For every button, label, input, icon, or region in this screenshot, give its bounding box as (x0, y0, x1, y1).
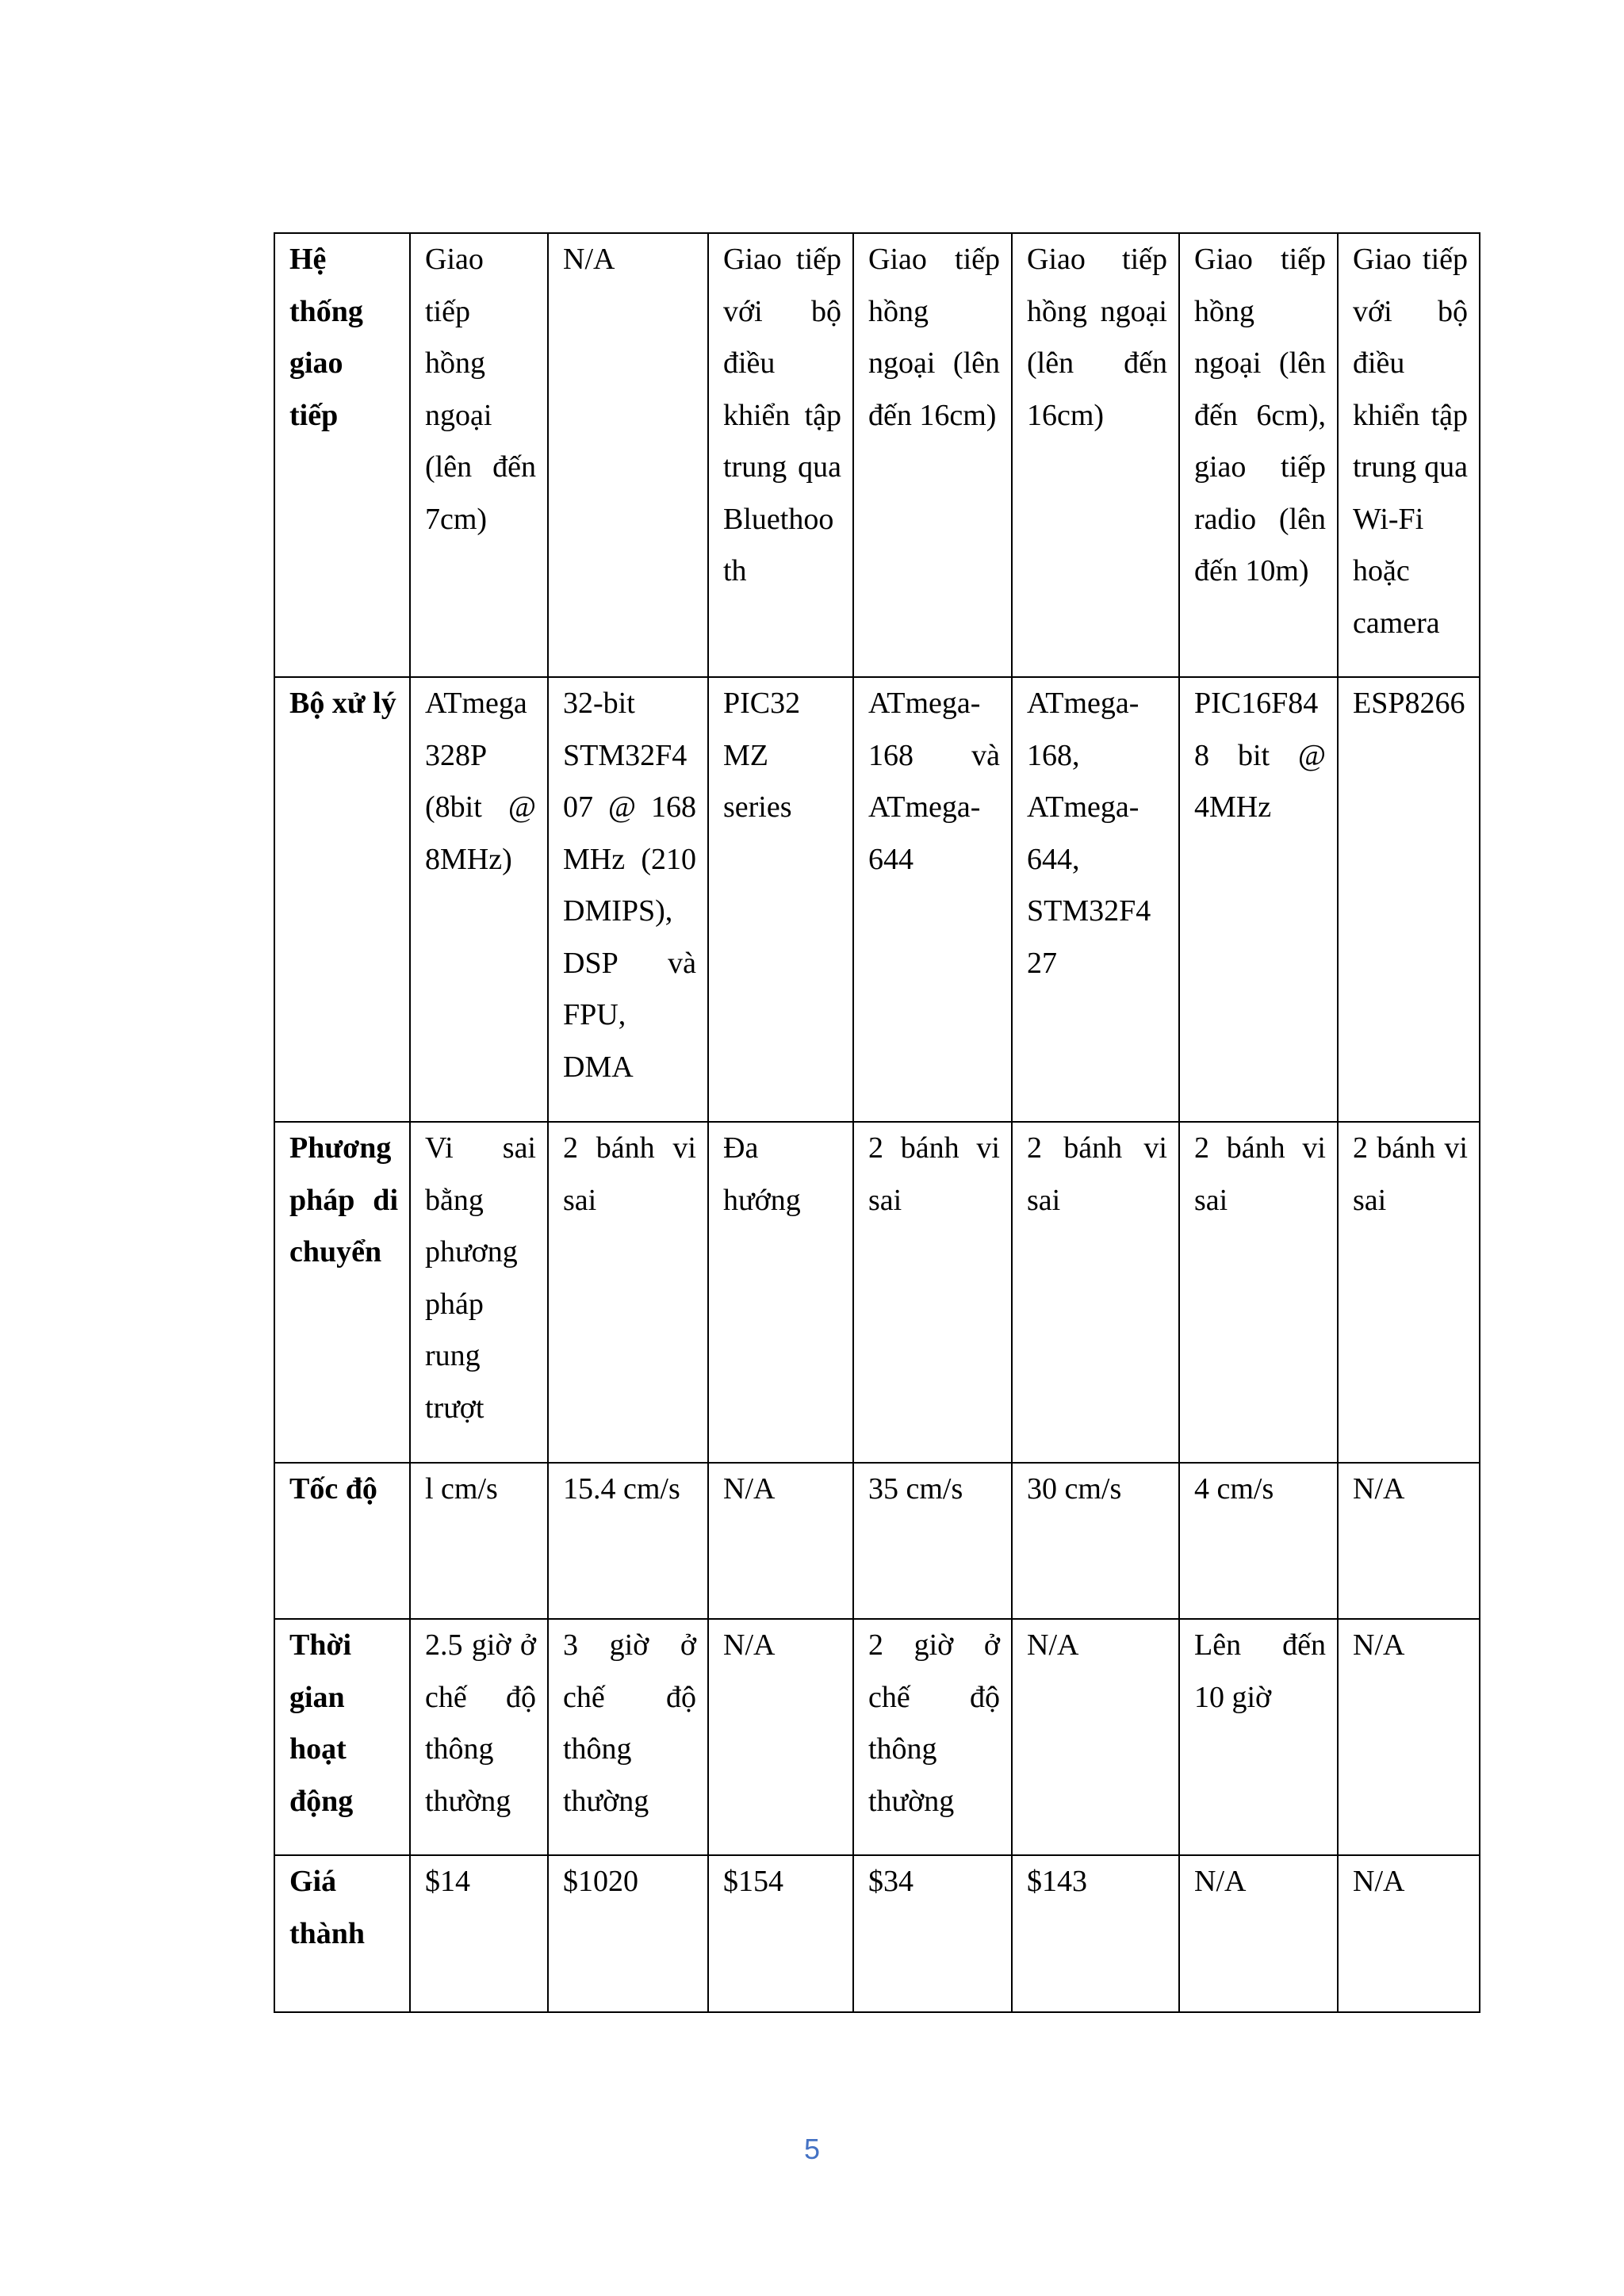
table-cell: 30 cm/s (1012, 1463, 1179, 1619)
row-label: Phương pháp di chuyển (274, 1122, 410, 1463)
table-cell: 2 bánh vi sai (1179, 1122, 1338, 1463)
table-cell: $1020 (548, 1855, 708, 2012)
table-cell: N/A (1338, 1463, 1480, 1619)
table-cell: ATmega-168 và ATmega-644 (853, 677, 1012, 1122)
row-label: Tốc độ (274, 1463, 410, 1619)
table-cell: $34 (853, 1855, 1012, 2012)
table-cell: Giao tiếp hồng ngoại (lên đến 7cm) (410, 233, 548, 677)
table-cell: 15.4 cm/s (548, 1463, 708, 1619)
table-row (274, 1855, 1480, 2012)
table-cell: Đa hướng (708, 1122, 853, 1463)
table-cell: ATmega-168, ATmega-644, STM32F4 27 (1012, 677, 1179, 1122)
table-cell: N/A (708, 1463, 853, 1619)
table-cell: 2 giờ ở chế độ thông thường (853, 1619, 1012, 1855)
table-cell: Giao tiếp hồng ngoại (lên đến 16cm) (1012, 233, 1179, 677)
table-cell: l cm/s (410, 1463, 548, 1619)
page-number: 5 (803, 2133, 821, 2165)
table-row (274, 677, 1480, 1122)
table-cell: 3 giờ ở chế độ thông thường (548, 1619, 708, 1855)
table-cell: PIC16F84 8 bit @ 4MHz (1179, 677, 1338, 1122)
table-cell: 2 bánh vi sai (1338, 1122, 1480, 1463)
table-cell: N/A (1012, 1619, 1179, 1855)
table-row (274, 1122, 1480, 1463)
table-row (274, 233, 1480, 677)
table-cell: 2.5 giờ ở chế độ thông thường (410, 1619, 548, 1855)
table-cell: 2 bánh vi sai (548, 1122, 708, 1463)
table-cell: 2 bánh vi sai (1012, 1122, 1179, 1463)
row-label: Thời gian hoạt động (274, 1619, 410, 1855)
table-cell: ESP8266 (1338, 677, 1480, 1122)
table-cell: N/A (1338, 1855, 1480, 2012)
table-cell: 35 cm/s (853, 1463, 1012, 1619)
table-cell: Giao tiếp hồng ngoại (lên đến 6cm), giao tiếp radio (lên đến 10m) (1179, 233, 1338, 677)
table-cell: N/A (548, 233, 708, 677)
table-cell: 2 bánh vi sai (853, 1122, 1012, 1463)
table-cell: Vi sai bằng phương pháp rung trượt (410, 1122, 548, 1463)
table-cell: $14 (410, 1855, 548, 2012)
table-cell: Giao tiếp với bộ điều khiển tập trung qua Bluethoo th (708, 233, 853, 677)
row-label: Bộ xử lý (274, 677, 410, 1122)
table-cell: PIC32 MZ series (708, 677, 853, 1122)
table-cell: N/A (708, 1619, 853, 1855)
table-row (274, 1619, 1480, 1855)
table-cell: Lên đến 10 giờ (1179, 1619, 1338, 1855)
table-cell: 4 cm/s (1179, 1463, 1338, 1619)
robot-comparison-table (274, 232, 1480, 2013)
table-cell: N/A (1338, 1619, 1480, 1855)
table-cell: 32-bit STM32F4 07 @ 168 MHz (210 DMIPS), DSP và FPU, DMA (548, 677, 708, 1122)
table-cell: ATmega 328P (8bit @ 8MHz) (410, 677, 548, 1122)
table-cell: Giao tiếp hồng ngoại (lên đến 16cm) (853, 233, 1012, 677)
table-cell: $143 (1012, 1855, 1179, 2012)
table-row (274, 1463, 1480, 1619)
row-label: Giá thành (274, 1855, 410, 2012)
table-cell: N/A (1179, 1855, 1338, 2012)
table-cell: $154 (708, 1855, 853, 2012)
table-cell: Giao tiếp với bộ điều khiển tập trung qua Wi-Fi hoặc camera (1338, 233, 1480, 677)
row-label: Hệ thống giao tiếp (274, 233, 410, 677)
